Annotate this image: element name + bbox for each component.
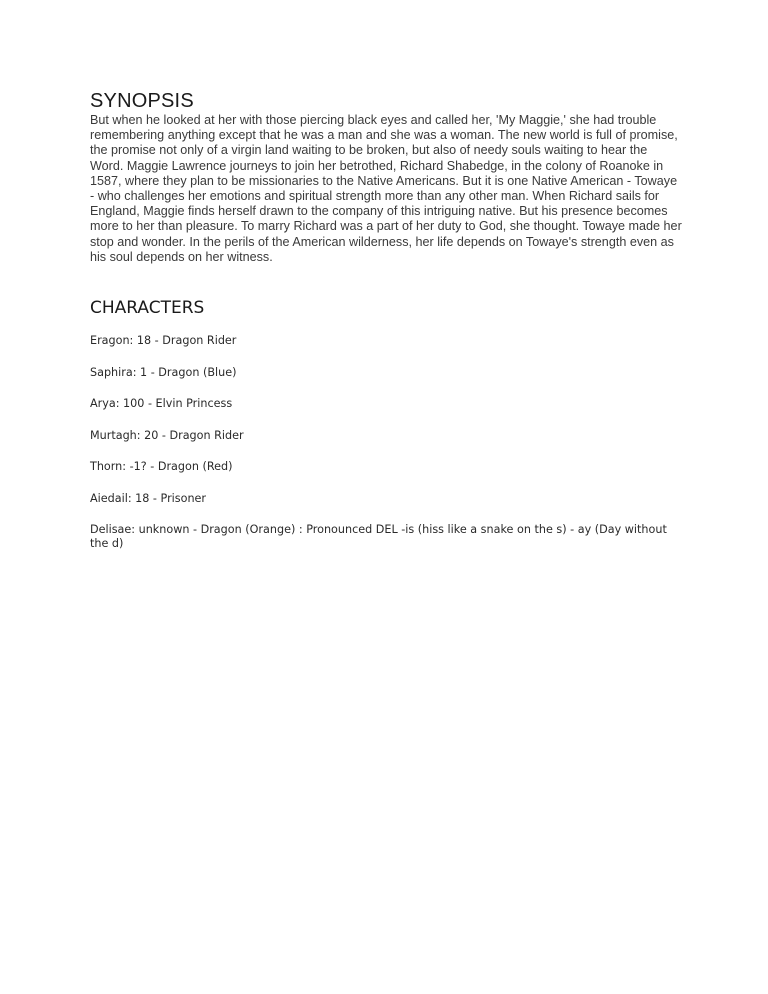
synopsis-body: But when he looked at her with those piercing black eyes and called her, 'My Maggie,' she had trouble remembering anything except that he was a man and she was a woman. The new world is full of promise, the promise not only of a virgin land waiting to be broken, but also of needy souls waiting to hear the Word. Maggie Lawrence journeys to join her betrothed, Richard Shabedge, in the colony of Roanoke in 1587, where they plan to be missionaries to the Native Americans. But it is one Native American - Towaye - who challenges her emotions and spiritual strength more than any other man. When Richard sails for England, Maggie finds herself drawn to the company of this intriguing native. But his presence becomes more to her than pleasure. To marry Richard was a part of her duty to God, she thought. Towaye made her stop and wonder. In the perils of the American wilderness, her life depends on Towaye's strength even as his soul depends on her witness. (90, 113, 682, 264)
character-item: Murtagh: 20 - Dragon Rider (90, 428, 244, 442)
synopsis-heading: SYNOPSIS (90, 90, 194, 112)
document-content (90, 90, 682, 569)
character-item: Thorn: -1? - Dragon (Red) (90, 460, 233, 474)
characters-heading: CHARACTERS (90, 298, 205, 319)
character-item: Arya: 100 - Elvin Princess (90, 397, 233, 411)
character-item: Aiedail: 18 - Prisoner (90, 491, 207, 505)
character-list (90, 334, 682, 551)
character-item: Eragon: 18 - Dragon Rider (90, 334, 237, 348)
character-item: Delisae: unknown - Dragon (Orange) : Pronounced DEL -is (hiss like a snake on the s) - ay (Day without the d) (90, 523, 667, 551)
character-item: Saphira: 1 - Dragon (Blue) (90, 365, 237, 379)
